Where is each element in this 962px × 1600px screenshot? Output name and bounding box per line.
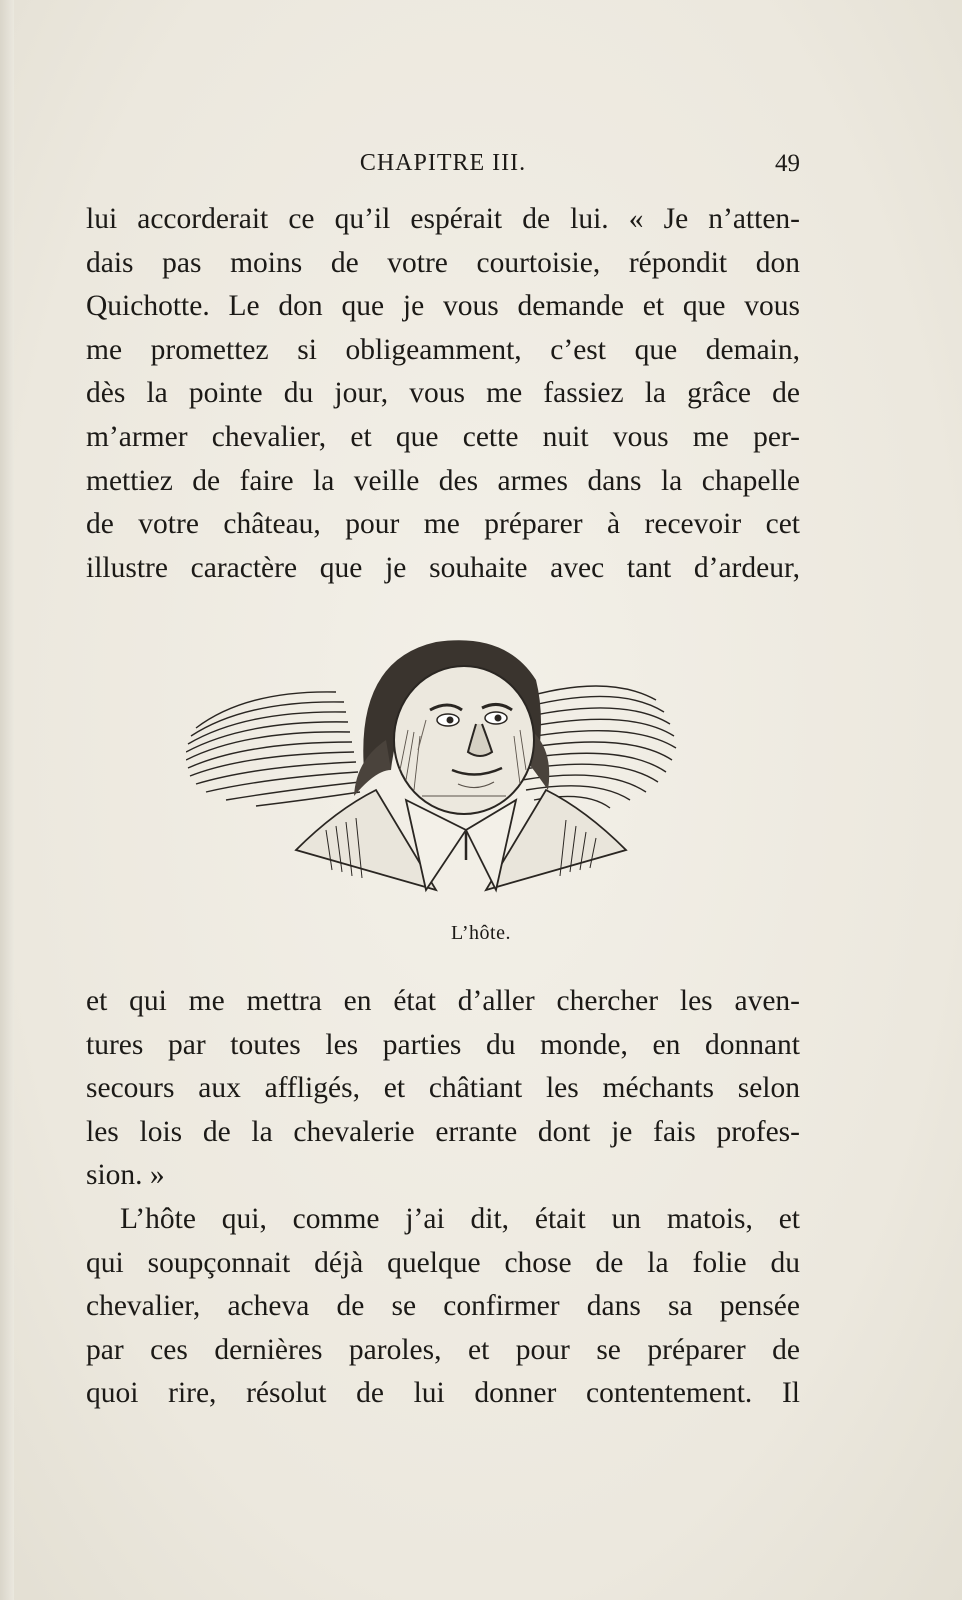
innkeeper-engraving-icon: [186, 620, 686, 910]
left-hatching-cloud: [186, 692, 360, 806]
text-line: les lois de la chevalerie errante dont je fais profes-: [86, 1115, 800, 1148]
text-line: chevalier, acheva de se confirmer dans sa pensée: [86, 1290, 800, 1323]
text-line: mettiez de faire la veille des armes dans la chapelle: [86, 464, 800, 497]
text-line: secours aux affligés, et châtiant les méchants selon: [86, 1072, 800, 1105]
text-line: dais pas moins de votre courtoisie, répondit don: [86, 246, 800, 279]
text-line: lui accorderait ce qu’il espérait de lui. « Je n’atten-: [86, 203, 800, 235]
text-block-bottom: [86, 980, 800, 1416]
text-line: illustre caractère que je souhaite avec tant d’ardeur,: [86, 551, 800, 584]
text-line: m’armer chevalier, et que cette nuit vous me per-: [86, 420, 800, 453]
running-head: [86, 150, 800, 182]
text-line: qui soupçonnait déjà quelque chose de la folie du: [86, 1246, 800, 1279]
text-line: tures par toutes les parties du monde, en donnant: [86, 1028, 800, 1061]
text-line: quoi rire, résolut de lui donner contentement. Il: [86, 1377, 800, 1410]
text-line: de votre château, pour me préparer à recevoir cet: [86, 508, 800, 541]
text-line: me promettez si obligeamment, c’est que demain,: [86, 333, 800, 366]
illustration-caption: L’hôte.: [451, 922, 511, 944]
text-line: dès la pointe du jour, vous me fassiez la grâce de: [86, 377, 800, 410]
text-line: L’hôte qui, comme j’ai dit, était un matois, et: [120, 1202, 800, 1235]
text-line: et qui me mettra en état d’aller chercher les aven-: [86, 985, 800, 1017]
page-gutter-edge: [0, 0, 14, 1600]
chapter-title: CHAPITRE III.: [359, 150, 527, 176]
page-number: 49: [775, 150, 800, 177]
text-line: sion. »: [86, 1159, 165, 1192]
innkeeper-head: [354, 640, 549, 814]
text-line: par ces dernières paroles, et pour se préparer de: [86, 1333, 800, 1366]
text-line: Quichotte. Le don que je vous demande et que vous: [86, 290, 800, 323]
text-block-top: [86, 198, 800, 590]
